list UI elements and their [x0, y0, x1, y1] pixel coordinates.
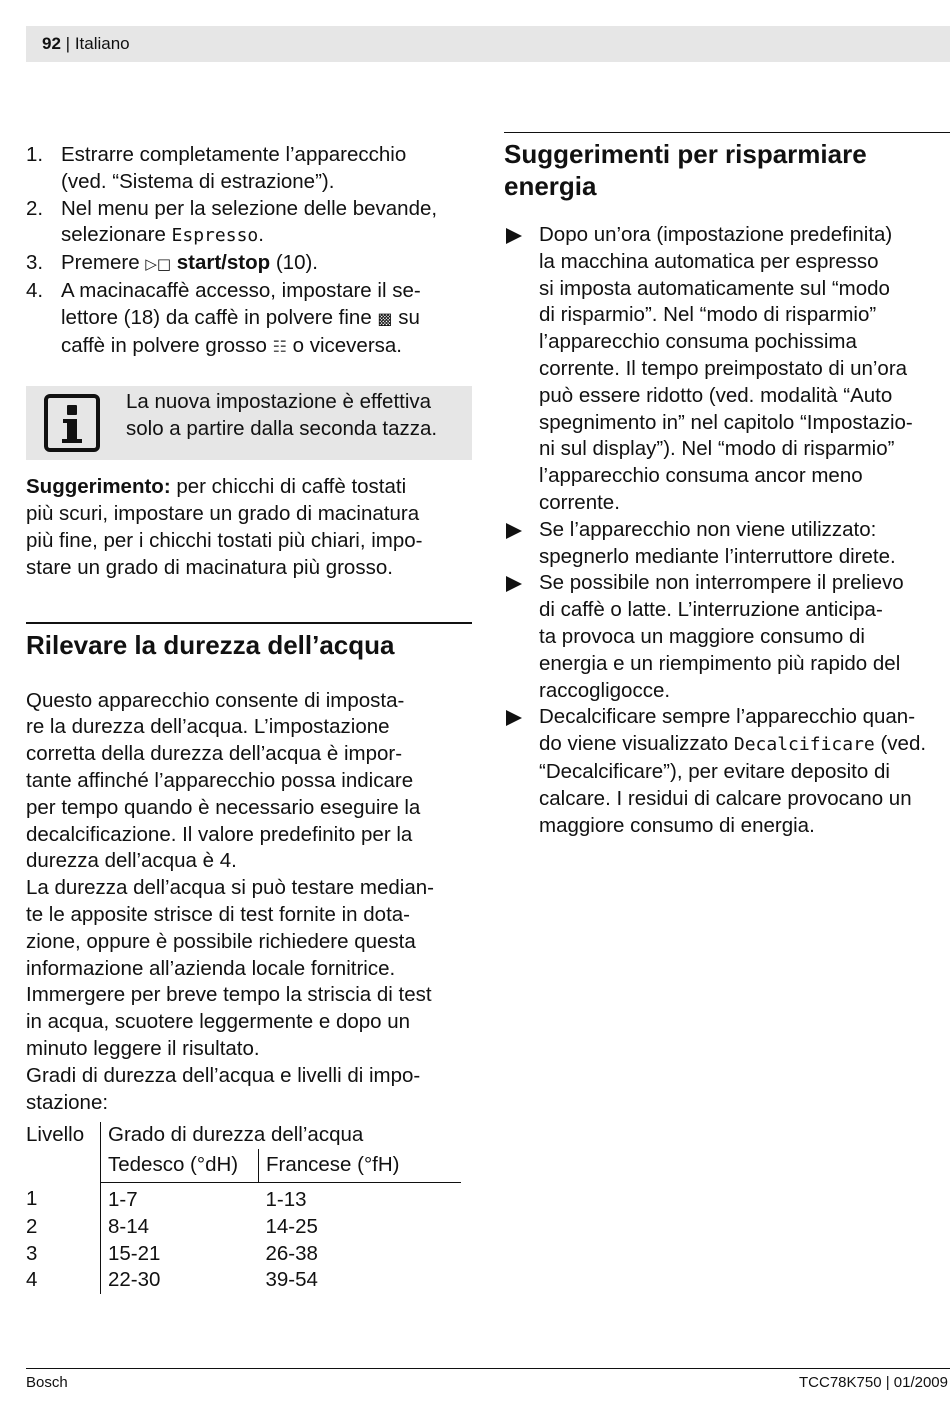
table-cell: 1-7 — [108, 1187, 138, 1211]
body-line: Immergere per breve tempo la striscia di test — [26, 983, 432, 1007]
footer-model-date: TCC78K750 | 01/2009 — [799, 1374, 948, 1391]
info-line: solo a partire dalla seconda tazza. — [126, 417, 438, 441]
list-item — [504, 570, 950, 704]
step-line: Estrarre completamente l’apparecchio — [61, 143, 407, 166]
header-text — [42, 34, 130, 54]
body-line: Questo apparecchio consente di imposta- — [26, 688, 405, 712]
table-cell: 26-38 — [265, 1241, 318, 1265]
bullet-line: di risparmio”. Nel “modo di risparmio” — [539, 303, 877, 327]
lcd-text-decalcify: Decalcificare — [733, 734, 875, 756]
steps-list — [26, 142, 472, 360]
table-cell: 1 — [26, 1182, 101, 1213]
bullet-line: ta provoca un maggiore consumo di — [539, 624, 865, 648]
table-cell: 1-13 — [265, 1187, 307, 1211]
body-line: minuto leggere il risultato. — [26, 1036, 260, 1060]
table-cell: 2 — [26, 1214, 101, 1241]
bullet-text — [539, 704, 950, 839]
section-title-energy-saving — [504, 138, 950, 202]
table-subheader-row — [26, 1149, 461, 1182]
tip-paragraph — [26, 474, 472, 581]
bullet-line: Se possibile non interrompere il prelievo — [539, 571, 904, 595]
energy-tips-list — [504, 222, 950, 839]
info-box — [26, 386, 472, 460]
bullet-line: energia e un riempimento più rapido del — [539, 651, 901, 675]
body-line: per tempo quando è necessario eseguire la — [26, 795, 421, 819]
step-text — [61, 250, 472, 278]
bullet-line: “Decalcificare”), per evitare deposito di — [539, 759, 890, 783]
bullet-line: Se l’apparecchio non viene utilizzato: — [539, 517, 877, 541]
info-line: La nuova impostazione è effettiva — [126, 390, 432, 414]
step-line: caffè in polvere grosso — [61, 333, 273, 357]
bullet-line: di caffè o latte. L’interruzione anticipa- — [539, 598, 883, 622]
body-line: informazione all’azienda locale fornitrice. — [26, 956, 396, 980]
header-separator: | — [65, 34, 71, 53]
right-column — [504, 132, 950, 839]
table-header-french: Francese (°fH) — [259, 1149, 462, 1182]
start-stop-label: start/stop — [176, 251, 271, 275]
bullet-line: corrente. — [539, 490, 620, 514]
tip-label: Suggerimento: — [26, 475, 171, 499]
tip-line: per chicchi di caffè tostati — [170, 475, 407, 499]
body-line: decalcificazione. Il valore predefinito per la — [26, 822, 413, 846]
list-item — [504, 517, 950, 571]
step-line: su — [392, 305, 420, 329]
bullet-arrow-icon — [504, 222, 539, 517]
bullet-line: si imposta automaticamente sul “modo — [539, 276, 890, 300]
bullet-arrow-icon — [504, 570, 539, 704]
table-row — [26, 1267, 461, 1294]
bullet-line: (ved. — [874, 732, 927, 756]
start-stop-icon: ▷□ — [145, 255, 172, 274]
bullet-text — [539, 517, 950, 571]
step-number: 2. — [26, 196, 44, 220]
coarse-grind-icon: ☷ — [272, 336, 287, 356]
bullet-line: corrente. Il tempo preimpostato di un’ora — [539, 356, 908, 380]
step-number: 1. — [26, 143, 44, 166]
table-header-german: Tedesco (°dH) — [101, 1149, 259, 1182]
step-line-end: (10). — [270, 251, 318, 275]
bullet-line: spegnerlo mediante l’interruttore direte. — [539, 544, 896, 568]
bullet-arrow-icon — [504, 704, 539, 839]
info-icon — [44, 394, 100, 452]
body-line: zione, oppure è possibile richiedere questa — [26, 929, 416, 953]
body-line: corretta della durezza dell’acqua è impor- — [26, 742, 403, 766]
table-header-row — [26, 1122, 461, 1149]
bullet-line: Dopo un’ora (impostazione predefinita) — [539, 223, 893, 246]
footer-rule — [26, 1368, 950, 1369]
tip-line: più fine, per i chicchi tostati più chiari, impo- — [26, 528, 423, 552]
body-line: La durezza dell’acqua si può testare median- — [26, 876, 434, 900]
fine-grind-icon: ▩ — [377, 308, 393, 328]
table-cell: 4 — [26, 1267, 101, 1294]
bullet-arrow-icon — [504, 517, 539, 571]
body-line: tante affinché l’apparecchio possa indicare — [26, 768, 414, 792]
bullet-line: raccogligocce. — [539, 678, 671, 702]
body-line: Gradi di durezza dell’acqua e livelli di impo- — [26, 1063, 421, 1087]
step-text — [61, 142, 472, 196]
step-line: Nel menu per la selezione delle bevande, — [61, 196, 438, 220]
table-cell: 3 — [26, 1241, 101, 1268]
hardness-table — [26, 1122, 461, 1294]
footer-brand: Bosch — [26, 1374, 68, 1391]
section-title-water-hardness: Rilevare la durezza dell’acqua — [26, 629, 395, 660]
body-line: re la durezza dell’acqua. L’impostazione — [26, 715, 390, 739]
step-line: selezionare — [61, 223, 172, 247]
info-text — [126, 389, 471, 443]
step-line-end: . — [258, 223, 264, 247]
table-cell: 8-14 — [108, 1214, 150, 1238]
bullet-line: Decalcificare sempre l’apparecchio quan- — [539, 705, 916, 729]
tip-line: più scuri, impostare un grado di macinatura — [26, 502, 420, 526]
step-number: 3. — [26, 251, 44, 275]
bullet-line: spegnimento in” nel capitolo “Impostazio- — [539, 410, 913, 434]
page-number: 92 — [42, 34, 61, 53]
page-header — [26, 26, 950, 62]
bullet-line: l’apparecchio consuma pochissima — [539, 330, 857, 354]
table-cell: 14-25 — [265, 1214, 318, 1238]
body-line: in acqua, scuotere leggermente e dopo un — [26, 1010, 411, 1034]
step-number: 4. — [26, 278, 44, 302]
left-column — [26, 142, 472, 1294]
header-language: Italiano — [74, 34, 130, 53]
bullet-line: può essere ridotto (ved. modalità “Auto — [539, 383, 893, 407]
title-line: energia — [504, 171, 597, 201]
body-line: te le apposite strisce di test fornite in dota- — [26, 902, 411, 926]
table-header-level: Livello — [26, 1122, 101, 1149]
table-cell: 15-21 — [108, 1241, 161, 1265]
table-row — [26, 1214, 461, 1241]
step-line: A macinacaffè accesso, impostare il se- — [61, 278, 421, 302]
step-text — [61, 196, 472, 251]
step-line: o viceversa. — [286, 333, 402, 357]
section-rule — [504, 132, 950, 133]
step-line: (ved. “Sistema di estrazione”). — [61, 169, 335, 193]
step-line: lettore (18) da caffè in polvere fine — [61, 305, 378, 329]
title-line: Suggerimenti per risparmiare — [504, 139, 867, 169]
list-item — [26, 196, 472, 251]
bullet-text — [539, 222, 950, 517]
bullet-text — [539, 570, 950, 704]
list-item — [26, 142, 472, 196]
water-hardness-body — [26, 688, 472, 1117]
list-item — [26, 250, 472, 278]
tip-line: stare un grado di macinatura più grosso. — [26, 555, 393, 579]
section-rule — [26, 622, 472, 624]
bullet-line: calcare. I residui di calcare provocano un — [539, 786, 912, 810]
table-row — [26, 1241, 461, 1268]
step-line: Premere — [61, 251, 146, 275]
step-text — [61, 278, 472, 360]
body-line: durezza dell’acqua è 4. — [26, 849, 237, 873]
bullet-line: maggiore consumo di energia. — [539, 813, 815, 837]
bullet-line: do viene visualizzato — [539, 732, 734, 756]
list-item — [504, 222, 950, 517]
lcd-text-espresso: Espresso — [171, 225, 259, 247]
body-line: stazione: — [26, 1090, 109, 1114]
table-cell: 39-54 — [265, 1268, 318, 1292]
bullet-line: ni sul display”). Nel “modo di risparmio” — [539, 437, 895, 461]
table-header-group: Grado di durezza dell’acqua — [108, 1123, 364, 1147]
list-item — [26, 278, 472, 360]
table-row — [26, 1182, 461, 1213]
list-item — [504, 704, 950, 839]
bullet-line: l’apparecchio consuma ancor meno — [539, 464, 863, 488]
table-cell: 22-30 — [108, 1268, 161, 1292]
bullet-line: la macchina automatica per espresso — [539, 249, 879, 273]
